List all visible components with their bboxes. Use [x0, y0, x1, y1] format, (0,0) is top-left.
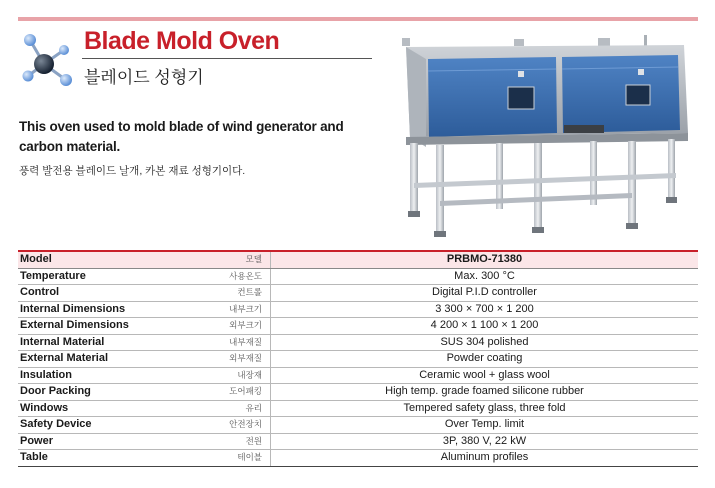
page-title: Blade Mold Oven: [84, 27, 280, 55]
spec-label: External Material: [18, 351, 200, 368]
spec-label: Windows: [18, 400, 200, 417]
spec-label-korean: 모델: [200, 251, 271, 268]
spec-label-korean: 도어패킹: [200, 384, 271, 401]
spec-label: Insulation: [18, 367, 200, 384]
spec-row: [18, 351, 698, 368]
spec-label-korean: 사용온도: [200, 268, 271, 285]
spec-label: Safety Device: [18, 417, 200, 434]
title-underline: [82, 58, 372, 59]
description-korean: 풍력 발전용 블레이드 날개, 카본 재료 성형기이다.: [19, 165, 246, 177]
spec-value: 3 300 × 700 × 1 200: [271, 301, 699, 318]
spec-value: Max. 300 °C: [271, 268, 699, 285]
spec-row: [18, 334, 698, 351]
spec-label: Door Packing: [18, 384, 200, 401]
spec-value: PRBMO-71380: [271, 251, 699, 268]
spec-label: Internal Material: [18, 334, 200, 351]
spec-label-korean: 외부재질: [200, 351, 271, 368]
spec-label-korean: 안전장치: [200, 417, 271, 434]
spec-row: [18, 251, 698, 268]
spec-value: Digital P.I.D controller: [271, 285, 699, 302]
description-english: This oven used to mold blade of wind generator and carbon material.: [19, 119, 344, 154]
spec-value: 3P, 380 V, 22 kW: [271, 433, 699, 450]
spec-row: [18, 367, 698, 384]
oven-product-photo: [396, 33, 696, 245]
spec-label-korean: 내장재: [200, 367, 271, 384]
spec-value: Tempered safety glass, three fold: [271, 400, 699, 417]
spec-label-korean: 외부크기: [200, 318, 271, 335]
spec-label: Model: [18, 251, 200, 268]
spec-value: Ceramic wool + glass wool: [271, 367, 699, 384]
page-subtitle-korean: 블레이드 성형기: [84, 68, 204, 87]
spec-label-korean: 테이블: [200, 450, 271, 467]
spec-value: High temp. grade foamed silicone rubber: [271, 384, 699, 401]
spec-row: [18, 417, 698, 434]
spec-label-korean: 유리: [200, 400, 271, 417]
spec-label-korean: 내부재질: [200, 334, 271, 351]
spec-table: [18, 250, 698, 467]
spec-label: Temperature: [18, 268, 200, 285]
spec-row: [18, 318, 698, 335]
spec-value: Over Temp. limit: [271, 417, 699, 434]
spec-label-korean: 전원: [200, 433, 271, 450]
spec-value: 4 200 × 1 100 × 1 200: [271, 318, 699, 335]
spec-row: [18, 400, 698, 417]
spec-row: [18, 384, 698, 401]
molecule-logo-icon: [16, 30, 78, 92]
spec-row: [18, 433, 698, 450]
spec-row: [18, 450, 698, 467]
top-accent-rule: [18, 17, 698, 21]
spec-row: [18, 268, 698, 285]
spec-label: Power: [18, 433, 200, 450]
spec-row: [18, 285, 698, 302]
spec-label: External Dimensions: [18, 318, 200, 335]
spec-value: Aluminum profiles: [271, 450, 699, 467]
spec-label-korean: 컨트롤: [200, 285, 271, 302]
spec-value: SUS 304 polished: [271, 334, 699, 351]
spec-label: Internal Dimensions: [18, 301, 200, 318]
spec-value: Powder coating: [271, 351, 699, 368]
spec-label: Control: [18, 285, 200, 302]
spec-label: Table: [18, 450, 200, 467]
spec-label-korean: 내부크기: [200, 301, 271, 318]
spec-row: [18, 301, 698, 318]
